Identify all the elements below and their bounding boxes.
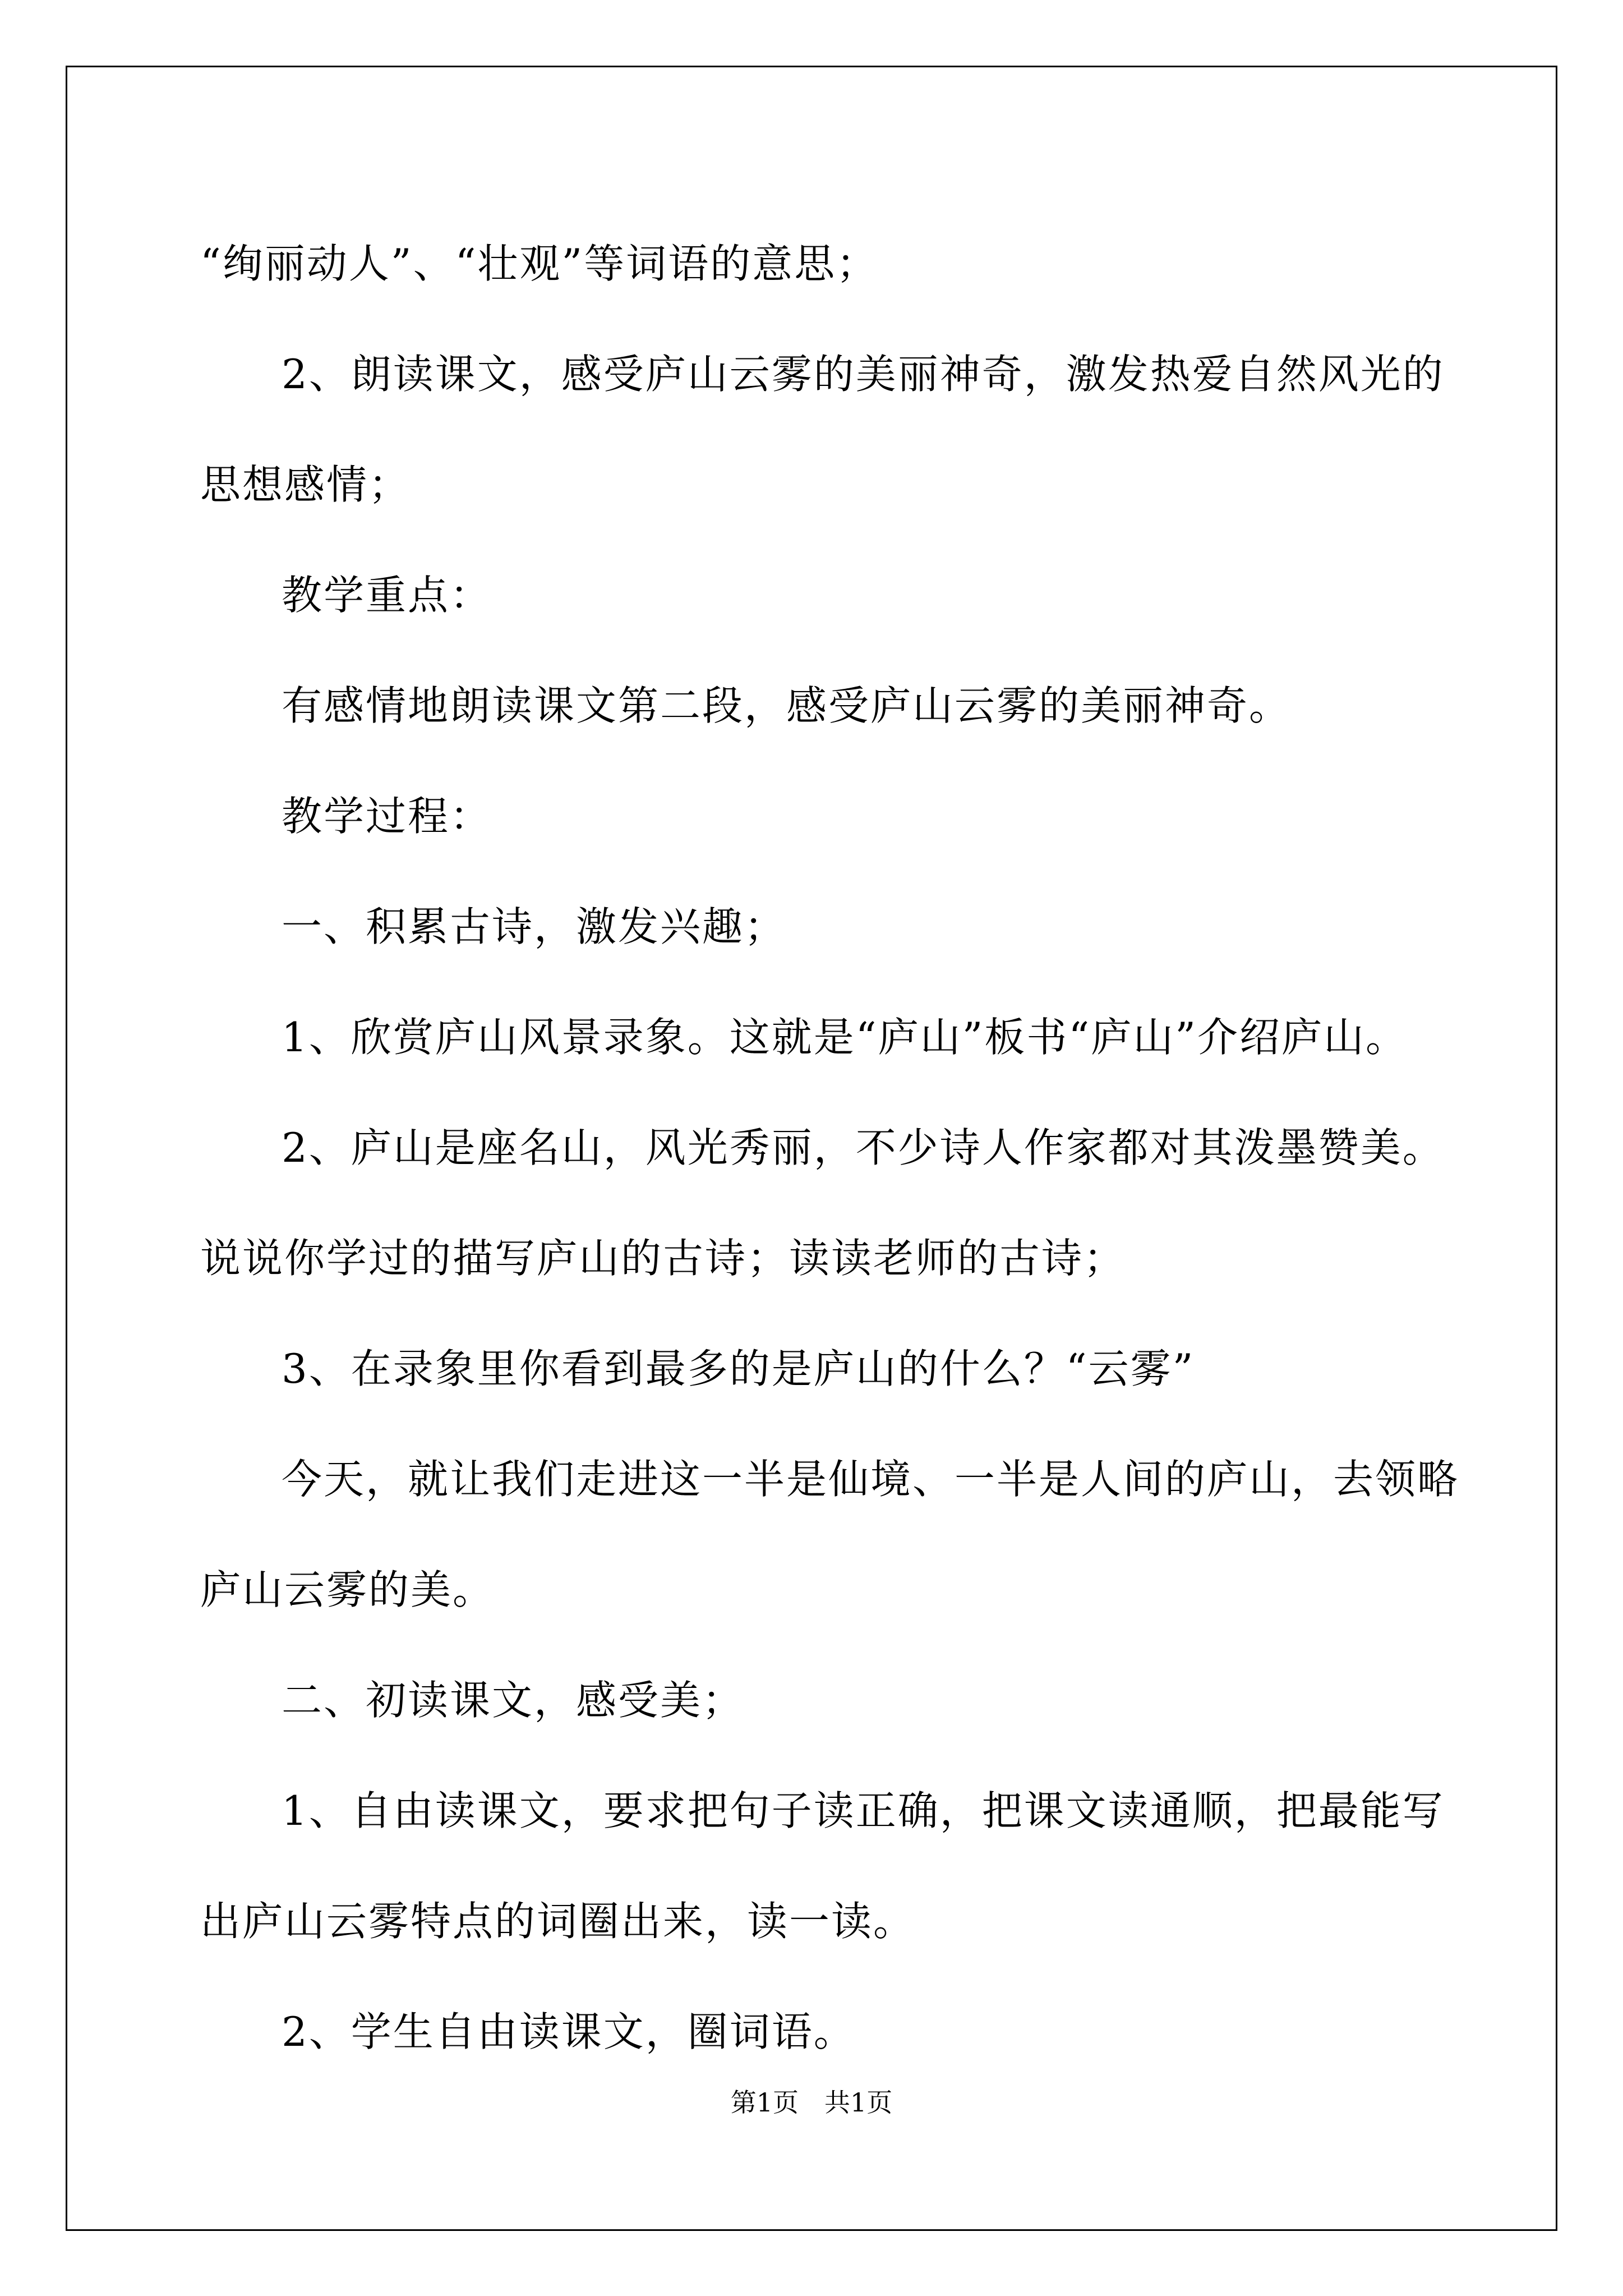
section-heading: 教学重点： (282, 572, 492, 619)
paragraph: 2、庐山是座名山，风光秀丽，不少诗人作家都对其泼墨赞美。说说你学过的描写庐山的古诗；读读老师的古诗； (200, 1124, 1445, 1282)
document-body (200, 209, 1462, 2087)
paragraph: 2、朗读课文，感受庐山云雾的美丽神奇，激发热爱自然风光的思想感情； (200, 351, 1445, 508)
section-heading: 教学过程： (282, 793, 492, 840)
page-number-footer: 第1页 共1页 (730, 2087, 893, 2118)
paragraph: 2、学生自由读课文，圈词语。 (282, 2008, 856, 2055)
section-heading: 二、初读课文，感受美； (282, 1677, 745, 1724)
paragraph: 今天，就让我们走进这一半是仙境、一半是人间的庐山，去领略庐山云雾的美。 (200, 1456, 1460, 1613)
paragraph: 1、欣赏庐山风景录象。这就是“庐山”板书“庐山”介绍庐山。 (282, 1014, 1408, 1061)
paragraph: 1、自由读课文，要求把句子读正确，把课文读通顺，把最能写出庐山云雾特点的词圈出来，读一读。 (200, 1787, 1445, 1945)
section-heading: 一、积累古诗，激发兴趣； (282, 903, 787, 950)
paragraph: 有感情地朗读课文第二段，感受庐山云雾的美丽神奇。 (282, 682, 1292, 729)
paragraph: “绚丽动人”、“壮观”等词语的意思； (200, 240, 879, 287)
paragraph: 3、在录象里你看到最多的是庐山的什么？“云雾” (282, 1345, 1195, 1392)
